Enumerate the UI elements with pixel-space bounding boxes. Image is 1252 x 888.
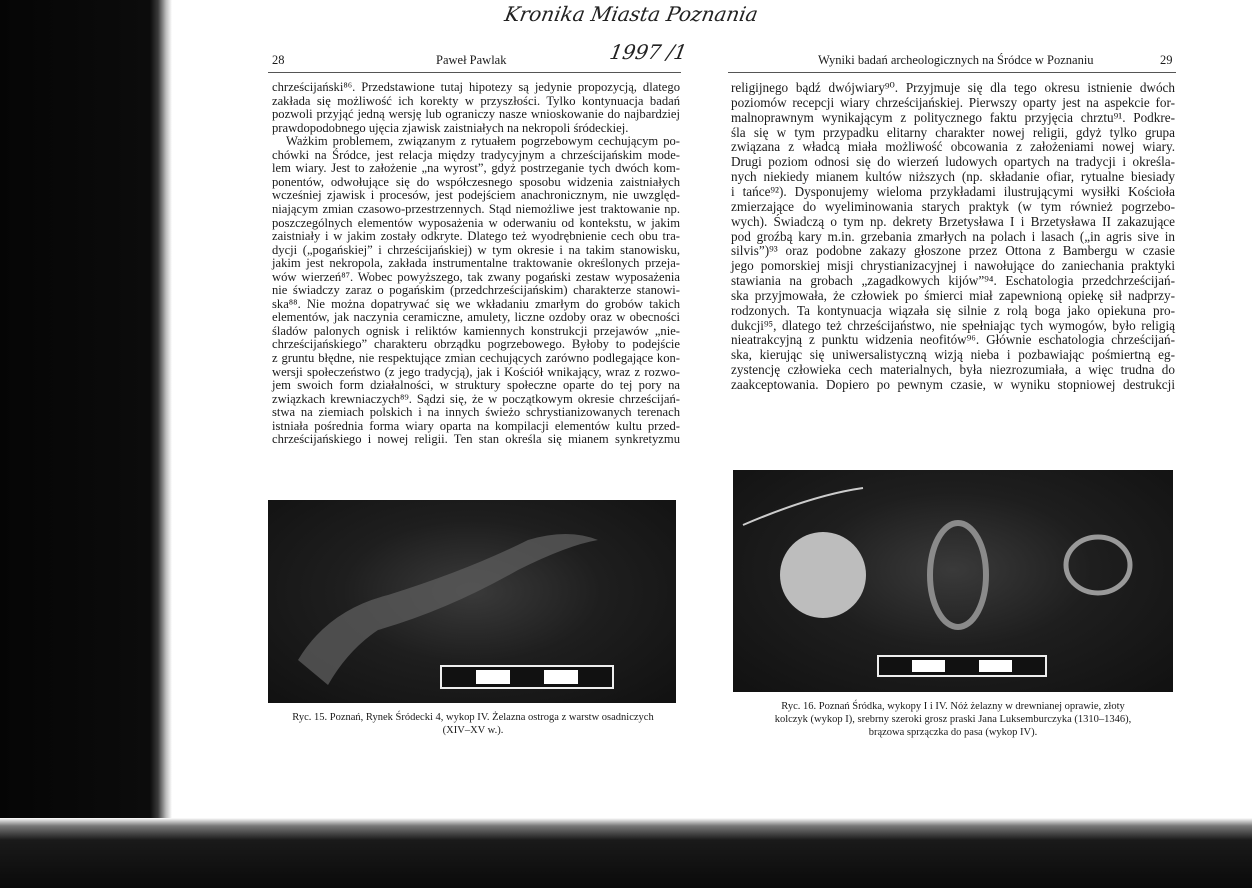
text-line: związkach krewniaczych⁸⁹. Sądzi się, że w początkowym okresie chrześcijań-	[272, 391, 680, 406]
text-line: istniała pośrednia forma wiary oparta na kompilacji elementów kultu przed-	[272, 418, 680, 433]
text-line: nie świadczy zaraz o pogańskim (przedchrześcijańskim) charakterze stanowi-	[272, 283, 680, 298]
text-line: śladów palonych ognisk i reliktów kamiennych konstrukcji przejawów „nie-	[272, 323, 680, 338]
caption-line: Ryc. 16. Poznań Śródka, wykopy I i IV. Nóż żelazny w drewnianej oprawie, złoty	[781, 701, 1125, 712]
text-line: chrześcijański⁸⁶. Przedstawione tutaj hipotezy są jedynie propozycją, dlatego	[272, 80, 680, 94]
text-line: jem swoich form działalności, w struktury społeczne oparte do tej pory na	[272, 378, 680, 393]
right-page-number: 29	[1160, 53, 1173, 67]
text-line: chrześcijańskiego i nowej religii. Ten stan określa się mianem synkretyzmu	[272, 432, 680, 447]
figure-16-artifacts-photo	[733, 470, 1173, 692]
text-line: zaakceptowania. Dopiero po pewnym czasie, w wyniku stopniowej destrukcji	[731, 377, 1175, 392]
text-line: chrześcijańskiego” charakteru obrządku pogrzebowego. Byłoby to podejście	[272, 337, 680, 352]
text-line: ska⁸⁸. Nie można dopatrywać się we wkładaniu zmarłym do grobów takich	[272, 296, 680, 311]
text-line: chówki na Śródce, jest relacja między tradycyjnym a chrześcijańskim mode-	[272, 147, 680, 162]
text-line: nieatrakcyjną z punktu widzenia neofitów⁹⁶. Głównie eschatologia chrześcijań-	[731, 332, 1175, 348]
caption-line: Ryc. 15. Poznań, Rynek Śródecki 4, wykop IV. Żelazna ostroga z warstw osadniczych	[292, 712, 654, 723]
text-line: lem wiary. Jest to założenie „na wyrost”, gdyż postrzeganie tych dwóch kom-	[272, 161, 680, 176]
text-line: poszczególnych elementów wyposażenia w oderwaniu od kontekstu, w jakim	[272, 215, 680, 230]
text-line: zystencję człowieka cech materialnych, była niezrozumiała, a więc trudna do	[731, 362, 1175, 378]
text-line: nych niekiedy mianem kultów niższych (np. składanie ofiar, rytualne biesiady	[731, 169, 1175, 185]
figure-16-caption	[728, 700, 1178, 739]
text-line: malnoprawnym wynikającym z politycznego faktu przyjęcia chrztu⁹¹. Podkre-	[731, 109, 1175, 125]
text-line: ponentów, odwołujące się do współczesnego sposobu widzenia zaistniałych	[272, 174, 680, 189]
text-line: pod groźbą kary m.in. grzebania zmarłych na polach i lasach („in agris sive in	[731, 228, 1175, 244]
right-header-rule	[728, 72, 1176, 73]
text-line: stwa na ziemiach polskich i na innych świeżo schrystianizowanych terenach	[272, 405, 680, 420]
text-line: wcześniej zjawisk i procesów, jest podejściem anachronicznym, nie uwzględ-	[272, 188, 680, 203]
text-line: z gruntu błędne, nie respektujące zmian cechujących zarówno podlegające kon-	[272, 351, 680, 365]
text-line: elementów, jak naczynia ceramiczne, amulety, liczne ozdoby oraz w obecności	[272, 310, 680, 325]
handwritten-year: 1997 /1	[607, 40, 689, 64]
text-line: wów wierzeń⁸⁷. Wobec powyższego, tak zwany pogański zestaw wyposażenia	[272, 269, 680, 284]
text-line: zaistniały i w jakim zostały odkryte. Dlatego też wyodrębnienie cech obu tra-	[272, 229, 680, 244]
text-line: zmierzające do wyeliminowania starych praktyk (w tym również pogrzebo-	[731, 198, 1175, 214]
text-line: poziomów recepcji wiary chrześcijańskiej. Pierwszy oparty jest na aspekcie for-	[731, 94, 1175, 110]
scan-dark-bottom	[0, 818, 1252, 888]
figure-15-spur-photo	[268, 500, 676, 703]
figure-15-caption	[268, 711, 678, 737]
text-line: prawdopodobnego ujęcia zjawisk zaistniałych na nekropoli śródeckiej.	[272, 120, 629, 135]
text-line: dycji („pogańskiej” i chrześcijańskiej) w tym okresie i na takim stanowisku,	[272, 242, 680, 257]
text-line: jakim jest nekropola, zakłada instrumentalne traktowanie określonych przeja-	[272, 256, 680, 271]
text-line: śla się w tym przypadku elitarny charakter nowej religii, gdyż tylko grupa	[731, 124, 1175, 140]
scale-bar	[440, 665, 614, 689]
text-line: Ważkim problemem, związanym z rytuałem pogrzebowym cechującym po-	[286, 134, 680, 149]
text-line: wersji społeczeństwo (z jego tradycją), jak i Kościół wnikający, wraz z rozwo-	[272, 364, 680, 379]
text-line: ska przyjmowała, że człowiek po śmierci miał zapewnioną opiekę sił nadprzy-	[731, 287, 1175, 303]
caption-line: brązowa sprzączka do pasa (wykop IV).	[868, 727, 1038, 738]
text-line: związana z władcą miała możliwość obcowania z założeniami nowej wiary.	[731, 139, 1175, 155]
text-line: pozwoli przyjąć jedną wersję lub ograniczy nasze wnioskowanie do najbardziej	[272, 107, 680, 122]
left-running-head: Paweł Pawlak	[436, 53, 507, 67]
text-line: religijnego bądź dwójwiary⁹⁰. Przyjmuje się dla tego okresu istnienie dwóch	[731, 80, 1175, 95]
scale-bar	[877, 655, 1047, 677]
scan-dark-edge	[0, 0, 172, 888]
text-line: Drugi poziom odnosi się do wierzeń ludowych opartych na tradycji i określa-	[731, 154, 1175, 170]
text-line: silvis”)⁹³ oraz podobne zakazy głoszone przez Ottona z Bambergu w czasie	[731, 243, 1175, 259]
text-line: ska, kierując się uniwersalistyczną wizją nieba i pozbawiając pośmiertną eg-	[731, 347, 1175, 363]
text-line: jego pomorskiej misji chrystianizacyjnej i nawołujące do zaniechania praktyki	[731, 258, 1175, 274]
text-line: dukcji⁹⁵, dlatego też chrześcijaństwo, nie spełniając tych wymogów, było religią	[731, 317, 1175, 333]
text-line: niającym zmian czasowo-przestrzennych. Stąd niemożliwe jest traktowanie np.	[272, 201, 680, 216]
left-page-number: 28	[272, 53, 285, 67]
caption-line: kolczyk (wykop I), srebrny szeroki grosz praski Jana Luksemburczyka (1310–1346),	[774, 714, 1132, 725]
text-line: i tańce⁹²). Dysponujemy wieloma przykładami ilustrującymi wysiłki Kościoła	[731, 183, 1175, 199]
text-line: rodzonych. Ta kontynuacja wiązała się silnie z rolą boga jako opiekuna pro-	[731, 302, 1175, 318]
text-line: stawiania na grobach „zagadkowych kijów”⁹⁴. Eschatologia przedchrześcijań-	[731, 273, 1175, 289]
text-line: zakłada się możliwość ich korekty w przyszłości. Tylko kontynuacja badań	[272, 93, 680, 108]
caption-line: (XIV–XV w.).	[442, 725, 504, 736]
left-header-rule	[268, 72, 681, 73]
text-line: wych). Świadczą o tym np. dekrety Brzetysława I i Brzetysława II zakazujące	[731, 213, 1175, 229]
right-running-head: Wyniki badań archeologicznych na Śródce w Poznaniu	[818, 53, 1094, 67]
handwritten-note: Kronika Miasta Poznania	[502, 2, 760, 26]
